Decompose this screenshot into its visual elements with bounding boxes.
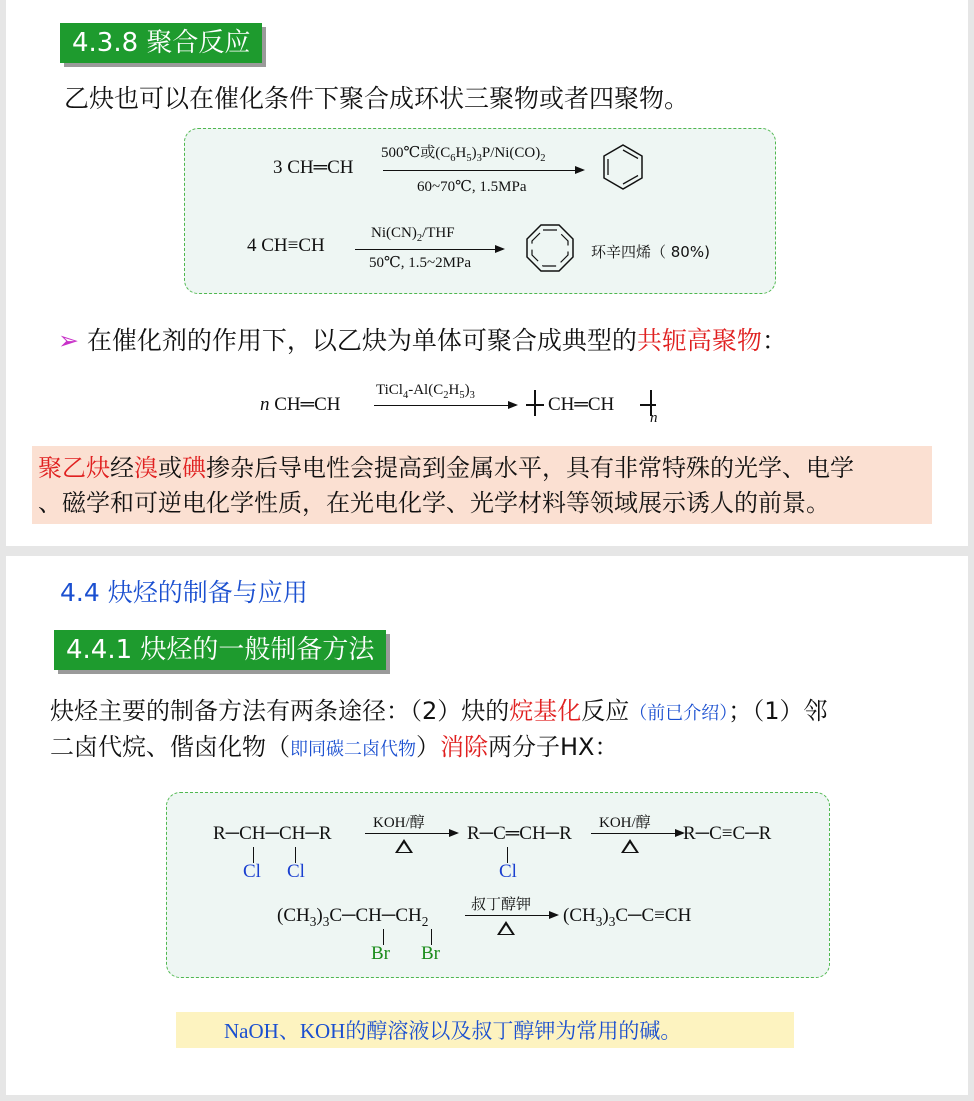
reaction1-arrow bbox=[383, 170, 583, 171]
note-box bbox=[32, 446, 932, 524]
polymer-bond-left bbox=[526, 404, 544, 406]
section-tag-4-4-1: 4.4.1 炔烃的一般制备方法 bbox=[54, 630, 386, 670]
footnote-text: NaOH、KOH的醇溶液以及叔丁醇钾为常用的碱。 bbox=[224, 1019, 682, 1043]
note-polyacetylene: 聚乙炔 bbox=[38, 454, 110, 482]
para2-note: 即同碳二卤代物 bbox=[290, 739, 416, 760]
slide-panel-preparation bbox=[6, 556, 968, 1095]
rxnA-arrow-1 bbox=[365, 833, 457, 834]
footnote-box bbox=[176, 1012, 794, 1048]
reaction-box-elimination bbox=[166, 792, 830, 978]
rxnB-condition: 叔丁醇钾 bbox=[471, 897, 532, 913]
para2-elimination: 消除 bbox=[440, 733, 488, 761]
rxnA-condition-1: KOH/醇 bbox=[373, 815, 425, 831]
rxnB-arrow bbox=[465, 915, 557, 916]
para2-c: 两分子HX： bbox=[488, 733, 619, 761]
rxnA-arrow-2 bbox=[591, 833, 683, 834]
reaction3-monomer: CH═CH bbox=[274, 394, 341, 415]
reaction2-arrow bbox=[355, 249, 503, 250]
rxnA-cl-3: Cl bbox=[499, 861, 517, 882]
rxnB-br-1: Br bbox=[371, 943, 390, 964]
note-line-1 bbox=[38, 451, 854, 485]
bullet-line bbox=[58, 324, 787, 358]
reaction2-condition-bottom: 50℃, 1.5~2MPa bbox=[369, 255, 471, 271]
rxnA-condition-2: KOH/醇 bbox=[599, 815, 651, 831]
reaction3-n: n bbox=[260, 394, 270, 415]
slide-panel-polymerization bbox=[6, 0, 968, 546]
rxnA-cl-1: Cl bbox=[243, 861, 261, 882]
para1-a: 炔烃主要的制备方法有两条途径：（2）炔的 bbox=[50, 697, 510, 725]
note-text-4: 或 bbox=[158, 454, 182, 482]
para2-b: ） bbox=[416, 733, 440, 761]
para1-b: 反应 bbox=[581, 697, 630, 725]
rxnB-reactant: $(CH_3)_3C─CH─CH_2$ bbox=[277, 905, 429, 929]
reaction-box-cyclization bbox=[184, 128, 776, 294]
heat-triangle-icon bbox=[621, 839, 639, 853]
intro-text: 乙炔也可以在催化条件下聚合成环状三聚物或者四聚物。 bbox=[64, 84, 690, 113]
polymer-bracket-left bbox=[534, 390, 536, 416]
rxnA-intermediate: R─C═CH─R bbox=[467, 823, 572, 844]
polymer-subscript: n bbox=[650, 410, 658, 426]
note-iodine: 碘 bbox=[182, 454, 206, 482]
rxnA-reactant: R─CH─CH─R bbox=[213, 823, 332, 844]
section-title-4-4: 4.4 炔烃的制备与应用 bbox=[60, 578, 308, 607]
reaction1-reactant: 3 CH═CH bbox=[273, 157, 354, 178]
para1-alkylation: 烷基化 bbox=[509, 697, 582, 725]
polymer-bond-right bbox=[640, 404, 656, 406]
para-line-2 bbox=[50, 730, 619, 767]
para1-note: （前已介绍） bbox=[629, 703, 729, 724]
section-tag-4-3-8: 4.3.8 聚合反应 bbox=[60, 23, 262, 63]
note-text-2: 经 bbox=[110, 454, 134, 482]
reaction2-reactant: 4 CH≡CH bbox=[247, 235, 325, 256]
reaction2-product-label: 环辛四烯（ 80%) bbox=[591, 243, 710, 261]
bullet-arrow-icon: ➢ bbox=[58, 326, 79, 355]
rxnB-br-2: Br bbox=[421, 943, 440, 964]
rxnB-product: $(CH_3)_3C─C\equiv CH$ bbox=[563, 905, 692, 929]
benzene-ring-icon bbox=[601, 143, 645, 191]
reaction1-condition-bottom: 60~70℃, 1.5MPa bbox=[417, 179, 527, 195]
rxnA-cl-2: Cl bbox=[287, 861, 305, 882]
note-bromine: 溴 bbox=[134, 454, 158, 482]
para-line-1 bbox=[50, 694, 828, 731]
reaction3-reactant bbox=[260, 394, 341, 416]
bullet-text-post: ： bbox=[761, 326, 787, 355]
note-line-2: 、磁学和可逆电化学性质，在光电化学、光学材料等领域展示诱人的前景。 bbox=[38, 489, 830, 517]
reaction1-condition-top: 500℃或$(C_6H_5)_3P/Ni(CO)_2$ bbox=[381, 145, 546, 164]
reaction2-condition-top: $Ni(CN)_2$/THF bbox=[371, 225, 455, 244]
rxnA-product: R─C≡C─R bbox=[683, 823, 772, 844]
cyclooctatetraene-ring-icon bbox=[525, 223, 575, 273]
reaction3-condition: $TiCl_4-Al(C_2H_5)_3$ bbox=[376, 382, 475, 401]
reaction3-product: CH═CH bbox=[548, 394, 615, 415]
reaction3-arrow bbox=[374, 405, 516, 406]
heat-triangle-icon bbox=[395, 839, 413, 853]
para2-a: 二卤代烷、偕卤化物（ bbox=[50, 733, 290, 761]
note-text-rest: 掺杂后导电性会提高到金属水平，具有非常特殊的光学、电学 bbox=[206, 454, 854, 482]
bullet-highlight: 共轭高聚物 bbox=[636, 326, 762, 355]
para1-c: ；（1）邻 bbox=[728, 697, 828, 725]
heat-triangle-icon bbox=[497, 921, 515, 935]
bullet-text-pre: 在催化剂的作用下，以乙炔为单体可聚合成典型的 bbox=[86, 326, 637, 355]
